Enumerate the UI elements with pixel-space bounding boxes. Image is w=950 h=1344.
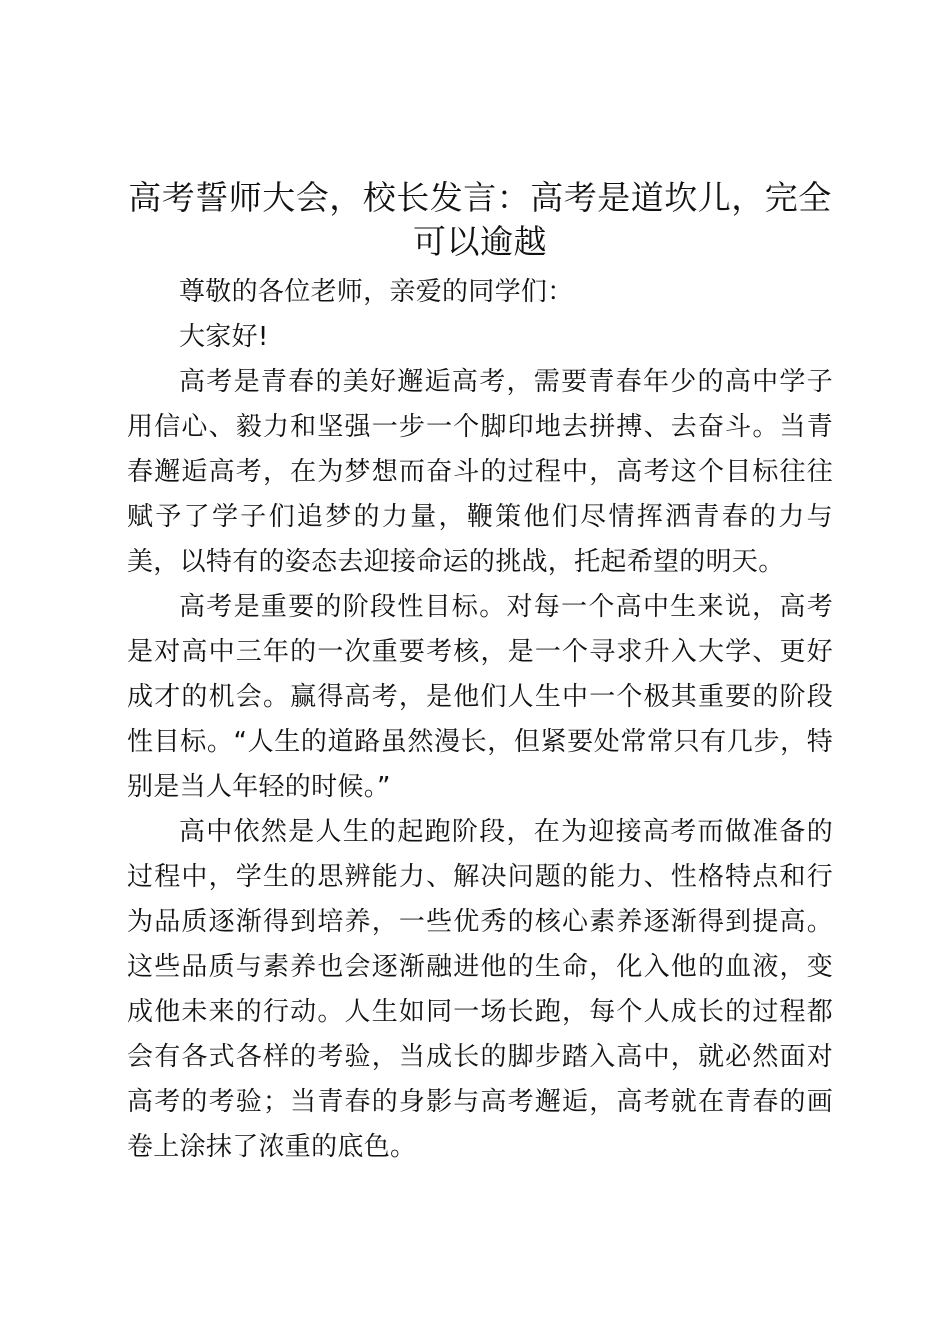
greeting: 大家好! [179,322,269,352]
paragraph-2: 高考是重要的阶段性目标。对每一个高中生来说，高考是对高中三年的一次重要考核，是一个寻求升入大学、更好成才的机会。赢得高考，是他们人生中一个极其重要的阶段性目标。“人生的道路虽然漫长，但紧要处常常只有几步，特别是当人年轻的时候。” [127,592,833,802]
document-title: 高考誓师大会，校长发言：高考是道坎儿，完全可以逾越 [128,178,832,261]
salutation: 尊敬的各位老师，亲爱的同学们： [179,277,574,307]
document-page [127,176,833,1170]
paragraph-1: 高考是青春的美好邂逅高考，需要青春年少的高中学子用信心、毅力和坚强一步一个脚印地去拼搏、去奋斗。当青春邂逅高考，在为梦想而奋斗的过程中，高考这个目标往往赋予了学子们追梦的力量，鞭策他们尽情挥洒青春的力与美，以特有的姿态去迎接命运的挑战，托起希望的明天。 [127,367,833,577]
document-body [127,270,833,1170]
paragraph-3: 高中依然是人生的起跑阶段，在为迎接高考而做准备的过程中，学生的思辨能力、解决问题的能力、性格特点和行为品质逐渐得到培养，一些优秀的核心素养逐渐得到提高。这些品质与素养也会逐渐融进他的生命，化入他的血液，变成他未来的行动。人生如同一场长跑，每个人成长的过程都会有各式各样的考验，当成长的脚步踏入高中，就必然面对高考的考验；当青春的身影与高考邂逅，高考就在青春的画卷上涂抹了浓重的底色。 [127,817,833,1162]
